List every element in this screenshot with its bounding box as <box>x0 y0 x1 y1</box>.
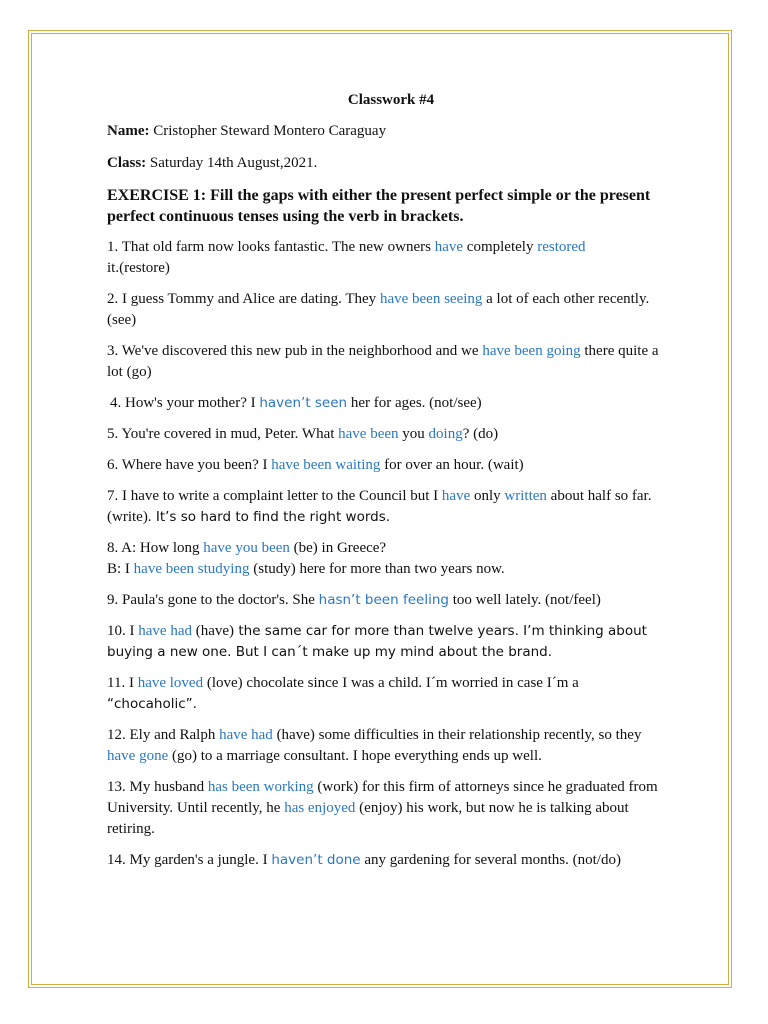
answer: haven’t done <box>271 852 361 868</box>
class-line <box>107 153 667 174</box>
item-text: 1. That old farm now looks fantastic. The new owners <box>107 239 435 255</box>
item-text: 4. How's your mother? I <box>110 395 260 411</box>
item-text: completely <box>463 239 538 255</box>
exercise-item-3 <box>107 341 667 383</box>
item-text: (enjoy) his work, but now he is talking about retiring. <box>107 800 629 837</box>
answer: have been <box>338 426 399 442</box>
exercise-item-11 <box>107 673 667 715</box>
item-text: 7. I have to write a complaint letter to the Council but I <box>107 488 442 504</box>
exercise-item-1 <box>107 237 667 279</box>
item-text: “chocaholic”. <box>107 696 197 712</box>
exercise-item-14 <box>107 850 667 871</box>
item-text: 8. A: How long <box>107 540 204 556</box>
item-text: 3. We've discovered this new pub in the neighborhood and we <box>107 343 483 359</box>
answer: have gone <box>107 748 169 764</box>
exercise-item-13 <box>107 777 667 840</box>
item-text: It’s so hard to find the right words. <box>151 509 391 525</box>
answer: have had <box>219 727 273 743</box>
exercise-item-9 <box>107 590 667 611</box>
exercise-item-10 <box>107 621 667 663</box>
item-text: about half so far.(write). <box>107 488 652 525</box>
answer: have loved <box>137 675 204 691</box>
item-text: 12. Ely and Ralph <box>107 727 220 743</box>
exercise-item-12 <box>107 725 667 767</box>
answer: have <box>434 239 464 255</box>
name-line <box>107 121 667 142</box>
item-text: too well lately. (not/feel) <box>448 592 601 608</box>
answer: have been studying <box>133 561 250 577</box>
name-value: Cristopher Steward Montero Caraguay <box>153 123 387 139</box>
item-text: you <box>398 426 429 442</box>
item-text: (study) here for more than two years now. <box>249 561 505 577</box>
class-value: Saturday 14th August,2021. <box>149 155 318 171</box>
document-body <box>107 90 667 881</box>
answer: have been going <box>482 343 581 359</box>
answer: have <box>441 488 471 504</box>
item-text: 13. My husband <box>107 779 208 795</box>
item-text: for over an hour. (wait) <box>380 457 524 473</box>
class-label: Class: <box>107 155 147 171</box>
item-text: her for ages. (not/see) <box>347 395 482 411</box>
answer: have been seeing <box>379 291 483 307</box>
item-text: (go) to a marriage consultant. I hope everything ends up well. <box>168 748 542 764</box>
item-text: any gardening for several months. (not/do) <box>360 852 621 868</box>
item-text: 5. You're covered in mud, Peter. What <box>107 426 339 442</box>
item-text: 2. I guess Tommy and Alice are dating. They <box>107 291 380 307</box>
item-text: the same car for more than twelve years. I’m thinking about buying a new one. But I can´t make up my mind about the brand. <box>107 623 647 660</box>
answer: have had <box>138 623 192 639</box>
answer: doing <box>428 426 463 442</box>
item-text: 10. I <box>107 623 139 639</box>
answer: hasn’t been feeling <box>318 592 449 608</box>
item-text: (love) chocolate since I was a child. I´m worried in case I´m a <box>203 675 579 691</box>
item-text: 11. I <box>107 675 138 691</box>
exercise-item-5 <box>107 424 667 445</box>
exercise-heading: EXERCISE 1: Fill the gaps with either the present perfect simple or the present perfect continuous tenses using the verb in brackets. <box>107 187 651 225</box>
item-text: there quite a lot (go) <box>107 343 659 380</box>
item-text: (have) <box>191 623 235 639</box>
answer: have you been <box>203 540 290 556</box>
exercise-item-2 <box>107 289 667 331</box>
item-text: (work) for this firm of attorneys since he graduated from University. Until recently, he <box>107 779 658 816</box>
item-text: 14. My garden's a jungle. I <box>107 852 272 868</box>
exercise-item-4 <box>107 393 667 414</box>
item-text: ? (do) <box>462 426 499 442</box>
answer: have been waiting <box>271 457 381 473</box>
item-text: only <box>470 488 505 504</box>
answer: restored <box>537 239 586 255</box>
answer: has enjoyed <box>284 800 356 816</box>
answer: has been working <box>207 779 314 795</box>
item-text: (have) some difficulties in their relationship recently, so they <box>272 727 642 743</box>
name-label: Name: <box>107 123 150 139</box>
answer: written <box>504 488 547 504</box>
item-text: (be) in Greece? <box>289 540 387 556</box>
exercise-item-8 <box>107 538 667 580</box>
exercise-item-7 <box>107 486 667 528</box>
item-text: a lot of each other recently. (see) <box>107 291 650 328</box>
answer: haven’t seen <box>259 395 348 411</box>
item-text: it.(restore) <box>107 260 170 276</box>
exercise-item-6 <box>107 455 667 476</box>
item-text: 6. Where have you been? I <box>107 457 272 473</box>
page-title: Classwork #4 <box>347 92 435 108</box>
item-text: B: I <box>107 561 134 577</box>
item-text: 9. Paula's gone to the doctor's. She <box>107 592 319 608</box>
